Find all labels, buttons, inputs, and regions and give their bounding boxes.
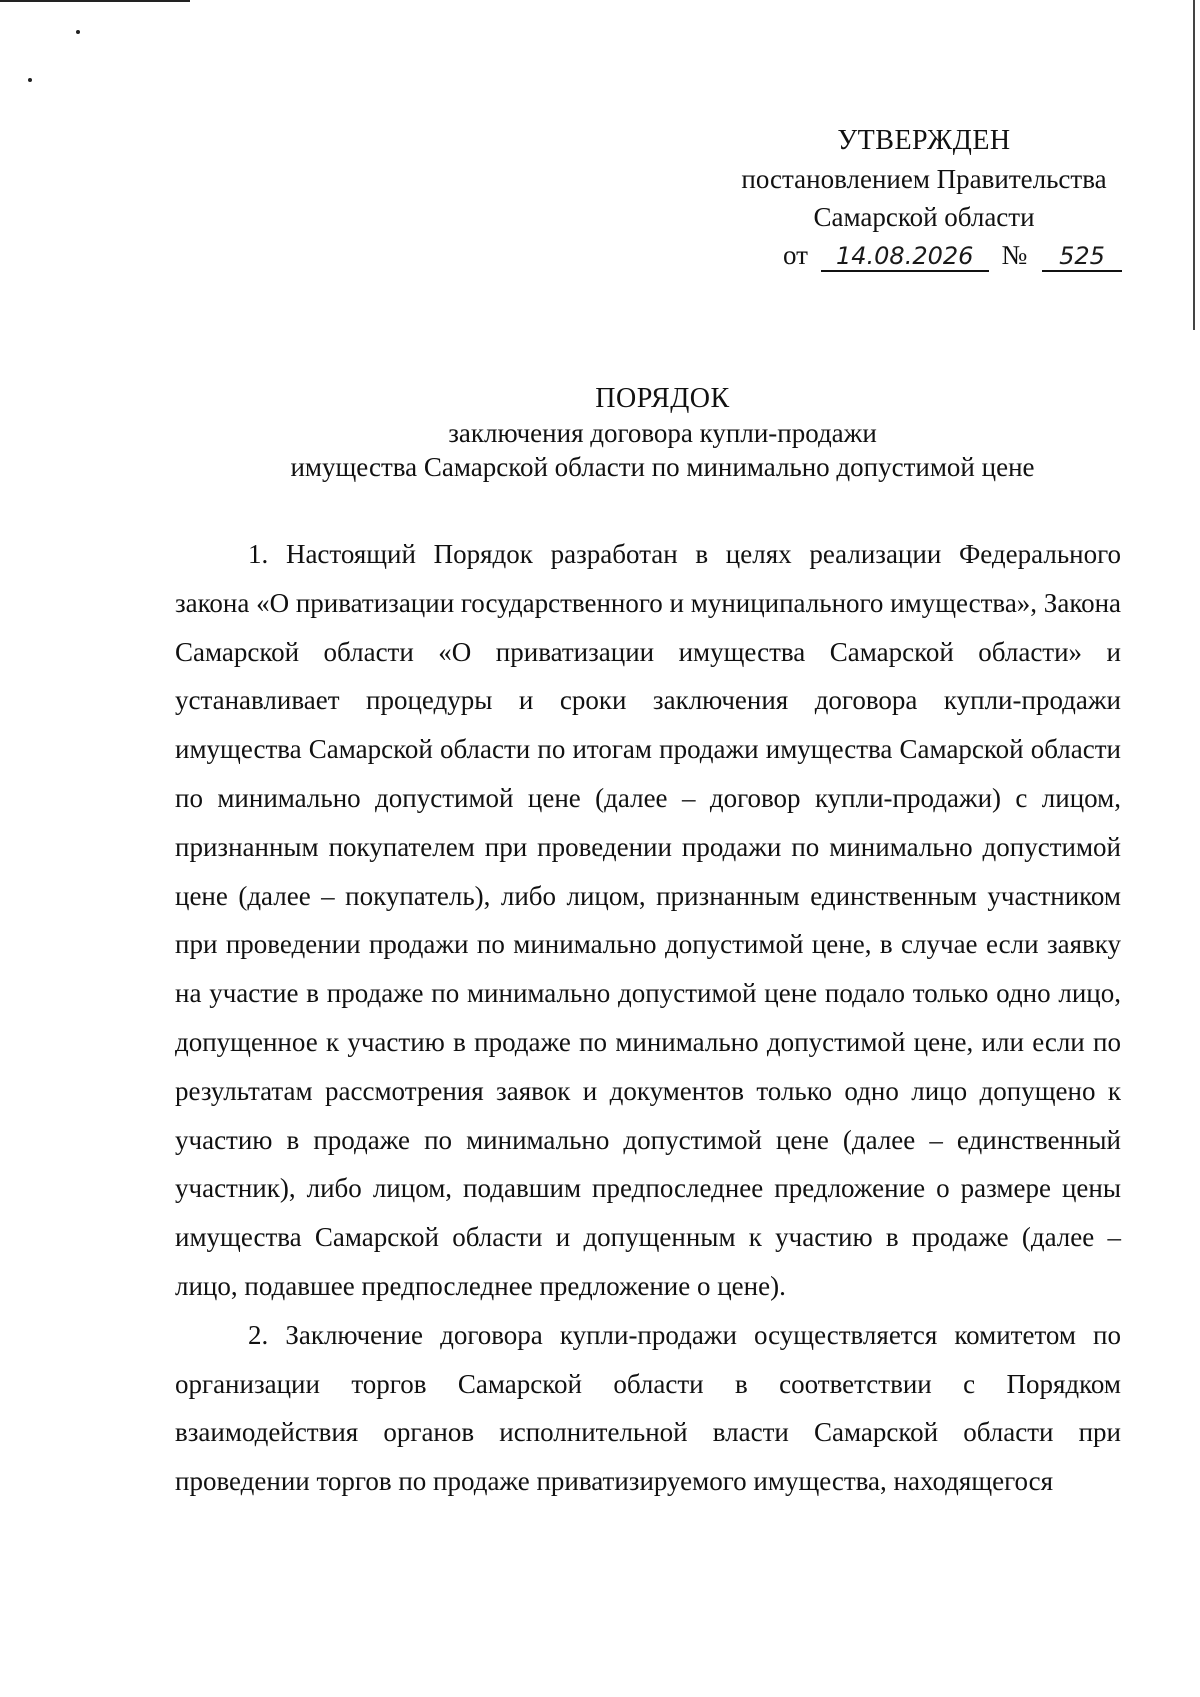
scan-speck (28, 78, 32, 82)
document-title-block (170, 382, 1155, 484)
number-sign: № (1001, 240, 1028, 270)
approval-stamp-block (704, 122, 1144, 274)
document-title: ПОРЯДОК (595, 383, 730, 414)
handwritten-number: 525 (1042, 242, 1122, 272)
paragraph-2: 2. Заключение договора купли-продажи осуществляется комитетом по организации торгов Самарской области в соответствии с Порядком взаимодействия органов исполнительной власти Самарской области при проведении торгов по продаже приватизируемого имущества, находящегося (175, 1319, 1121, 1497)
document-subtitle-line-2: имущества Самарской области по минимально допустимой цене (290, 452, 1035, 482)
scan-edge-right (1193, 0, 1195, 330)
approval-word: УТВЕРЖДЕН (837, 125, 1011, 156)
scan-edge-top (0, 0, 190, 2)
date-prefix: от (783, 240, 808, 270)
document-body (175, 530, 1121, 1506)
approval-line-1: постановлением Правительства (741, 164, 1107, 194)
paragraph-1: 1. Настоящий Порядок разработан в целях реализации Федерального закона «О приватизации государственного и муниципального имущества», Закона Самарской области «О приватизации имущества Самарской области» и устанавливает процедуры и сроки заключения договора купли-продажи имущества Самарской области по итогам продажи имущества Самарской области по минимально допустимой цене (далее – договор купли-продажи) с лицом, признанным покупателем при проведении продажи по минимально допустимой цене (далее – покупатель), либо лицом, признанным единственным участником при проведении продажи по минимально допустимой цене, в случае если заявку на участие в продаже по минимально допустимой цене подало только одно лицо, допущенное к участию в продаже по минимально допустимой цене, или если по результатам рассмотрения заявок и документов только одно лицо допущено к участию в продаже по минимально допустимой цене (далее – единственный участник), либо лицом, подавшим предпоследнее предложение о размере цены имущества Самарской области и допущенным к участию в продаже (далее – лицо, подавшее предпоследнее предложение о цене). (175, 539, 1122, 1301)
document-subtitle-line-1: заключения договора купли-продажи (448, 418, 877, 448)
approval-date-line (704, 236, 1144, 274)
approval-line-2: Самарской области (813, 202, 1035, 232)
handwritten-date: 14.08.2026 (821, 242, 989, 272)
scan-speck (76, 30, 80, 34)
